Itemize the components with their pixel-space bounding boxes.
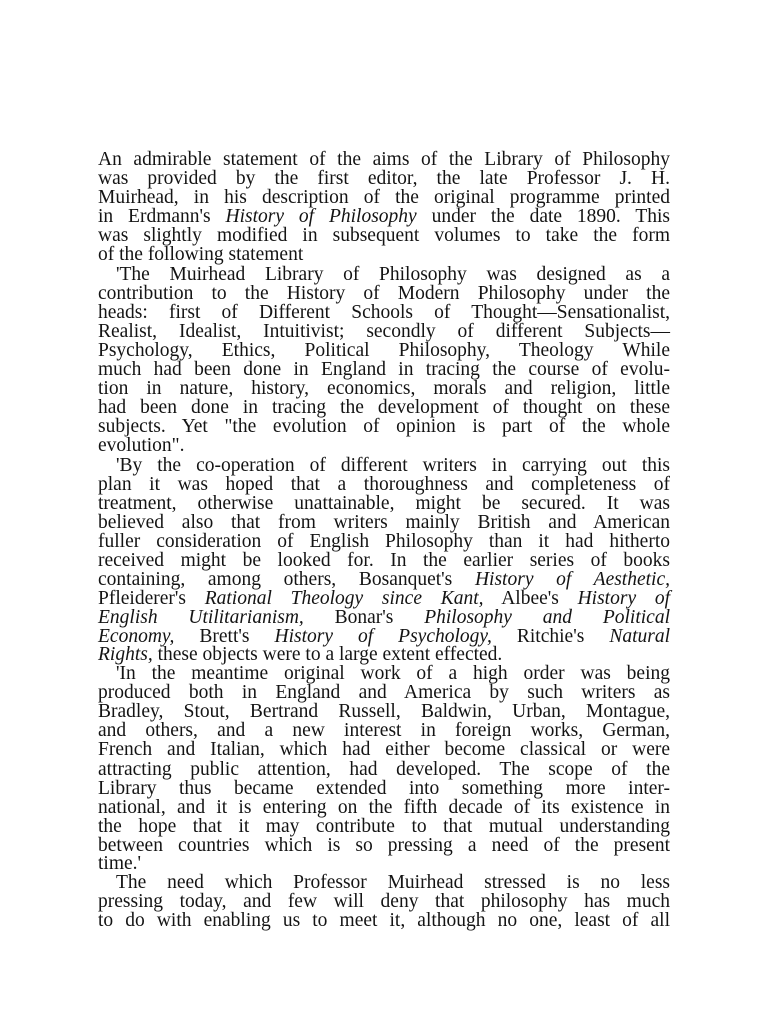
text-line <box>98 341 670 360</box>
text-line <box>98 322 670 341</box>
text-line <box>98 150 670 169</box>
text-segment: under the date 1890. This <box>416 206 671 227</box>
text-line <box>98 494 670 513</box>
italic-title: Natural <box>609 626 671 647</box>
text-segment: Bonar's <box>303 607 425 628</box>
text-segment: The need which Professor Muirhead stressed is no less <box>116 872 670 893</box>
text-line <box>98 169 670 188</box>
text-segment: attracting public attention, had developed. The scope of the <box>98 759 670 780</box>
text-line <box>98 645 670 664</box>
italic-title: Rational Theology since Kant, <box>204 588 484 609</box>
text-segment: in Erdmann's <box>98 206 226 227</box>
text-segment: Bradley, Stout, Bertrand Russell, Baldwin, Urban, Montague, <box>98 701 670 722</box>
text-segment: 'In the meantime original work of a high order was being <box>116 663 670 684</box>
text-line <box>98 379 670 398</box>
text-segment: the hope that it may contribute to that mutual understanding <box>98 816 670 837</box>
text-segment: believed also that from writers mainly British and American <box>98 512 670 533</box>
text-line <box>98 892 670 911</box>
text-segment: 'By the co-operation of different writers in carrying out this <box>116 455 670 476</box>
text-line <box>98 551 670 570</box>
text-segment: of the following statement <box>98 244 304 265</box>
text-segment: Psychology, Ethics, Political Philosophy, Theology While <box>98 340 670 361</box>
text-segment: Pfleiderer's <box>98 588 205 609</box>
italic-title: History of <box>577 588 670 609</box>
text-line <box>98 608 670 627</box>
text-segment: pressing today, and few will deny that philosophy has much <box>98 891 670 912</box>
text-line <box>98 779 670 798</box>
italic-title: History of Psychology, <box>274 626 492 647</box>
text-segment: treatment, otherwise unattainable, might be secured. It was <box>98 493 670 514</box>
text-line <box>98 683 670 702</box>
text-line <box>98 417 670 436</box>
text-line <box>98 284 670 303</box>
text-segment: fuller consideration of English Philosophy than it had hitherto <box>98 531 670 552</box>
text-segment: containing, among others, Bosanquet's <box>98 569 475 590</box>
text-line <box>98 854 670 873</box>
text-line <box>98 817 670 836</box>
text-line <box>98 760 670 779</box>
text-line <box>98 532 670 551</box>
text-line <box>98 245 670 264</box>
text-segment: French and Italian, which had either become classical or were <box>98 739 670 760</box>
text-segment: Brett's <box>174 626 275 647</box>
text-segment: was provided by the first editor, the late Professor J. H. <box>98 168 670 189</box>
text-segment: to do with enabling us to meet it, although no one, least of all <box>98 910 670 931</box>
text-segment: produced both in England and America by such writers as <box>98 682 670 703</box>
text-segment: national, and it is entering on the fifth decade of its existence in <box>98 797 670 818</box>
text-segment: between countries which is so pressing a need of the present <box>98 835 670 856</box>
italic-title: History of Philosophy <box>225 206 417 227</box>
text-segment: Realist, Idealist, Intuitivist; secondly of different Subjects— <box>98 321 670 342</box>
italic-title: Philosophy and Political <box>424 607 670 628</box>
text-segment: plan it was hoped that a thoroughness and completeness of <box>98 474 670 495</box>
text-segment: was slightly modified in subsequent volumes to take the form <box>98 225 670 246</box>
text-line <box>98 664 670 683</box>
text-line <box>98 303 670 322</box>
text-line <box>98 436 670 455</box>
text-line <box>98 188 670 207</box>
text-segment: contribution to the History of Modern Philosophy under the <box>98 283 670 304</box>
text-segment: much had been done in England in tracing the course of evolu- <box>98 359 670 380</box>
text-segment: tion in nature, history, economics, morals and religion, little <box>98 378 670 399</box>
text-line <box>98 226 670 245</box>
text-segment: evolution". <box>98 435 185 456</box>
text-line <box>98 721 670 740</box>
text-line <box>98 873 670 892</box>
text-line <box>98 360 670 379</box>
text-segment: subjects. Yet "the evolution of opinion is part of the whole <box>98 416 670 437</box>
text-segment: Library thus became extended into something more inter- <box>98 778 670 799</box>
text-segment: time.' <box>98 853 142 874</box>
text-segment: had been done in tracing the development of thought on these <box>98 397 670 418</box>
text-line <box>98 570 670 589</box>
text-line <box>98 911 670 930</box>
italic-title: Rights, <box>98 644 153 665</box>
text-line <box>98 398 670 417</box>
text-line <box>98 836 670 855</box>
italic-title: Economy, <box>98 626 175 647</box>
text-segment: Albee's <box>483 588 578 609</box>
text-segment: and others, and a new interest in foreign works, German, <box>98 720 670 741</box>
text-line <box>98 702 670 721</box>
italic-title: English Utilitarianism, <box>98 607 304 628</box>
text-line <box>98 513 670 532</box>
text-line <box>98 265 670 284</box>
text-line <box>98 456 670 475</box>
text-segment: 'The Muirhead Library of Philosophy was designed as a <box>116 264 670 285</box>
text-line <box>98 798 670 817</box>
text-segment: An admirable statement of the aims of the Library of Philosophy <box>98 149 670 170</box>
text-segment: Ritchie's <box>491 626 610 647</box>
text-segment: Muirhead, in his description of the original programme printed <box>98 187 670 208</box>
text-line <box>98 207 670 226</box>
text-line <box>98 740 670 759</box>
text-segment: heads: first of Different Schools of Thought—Sensationalist, <box>98 302 670 323</box>
text-segment: received might be looked for. In the earlier series of books <box>98 550 670 571</box>
text-line <box>98 589 670 608</box>
text-segment: these objects were to a large extent effected. <box>152 644 503 665</box>
text-line <box>98 475 670 494</box>
italic-title: History of Aesthetic, <box>474 569 670 590</box>
